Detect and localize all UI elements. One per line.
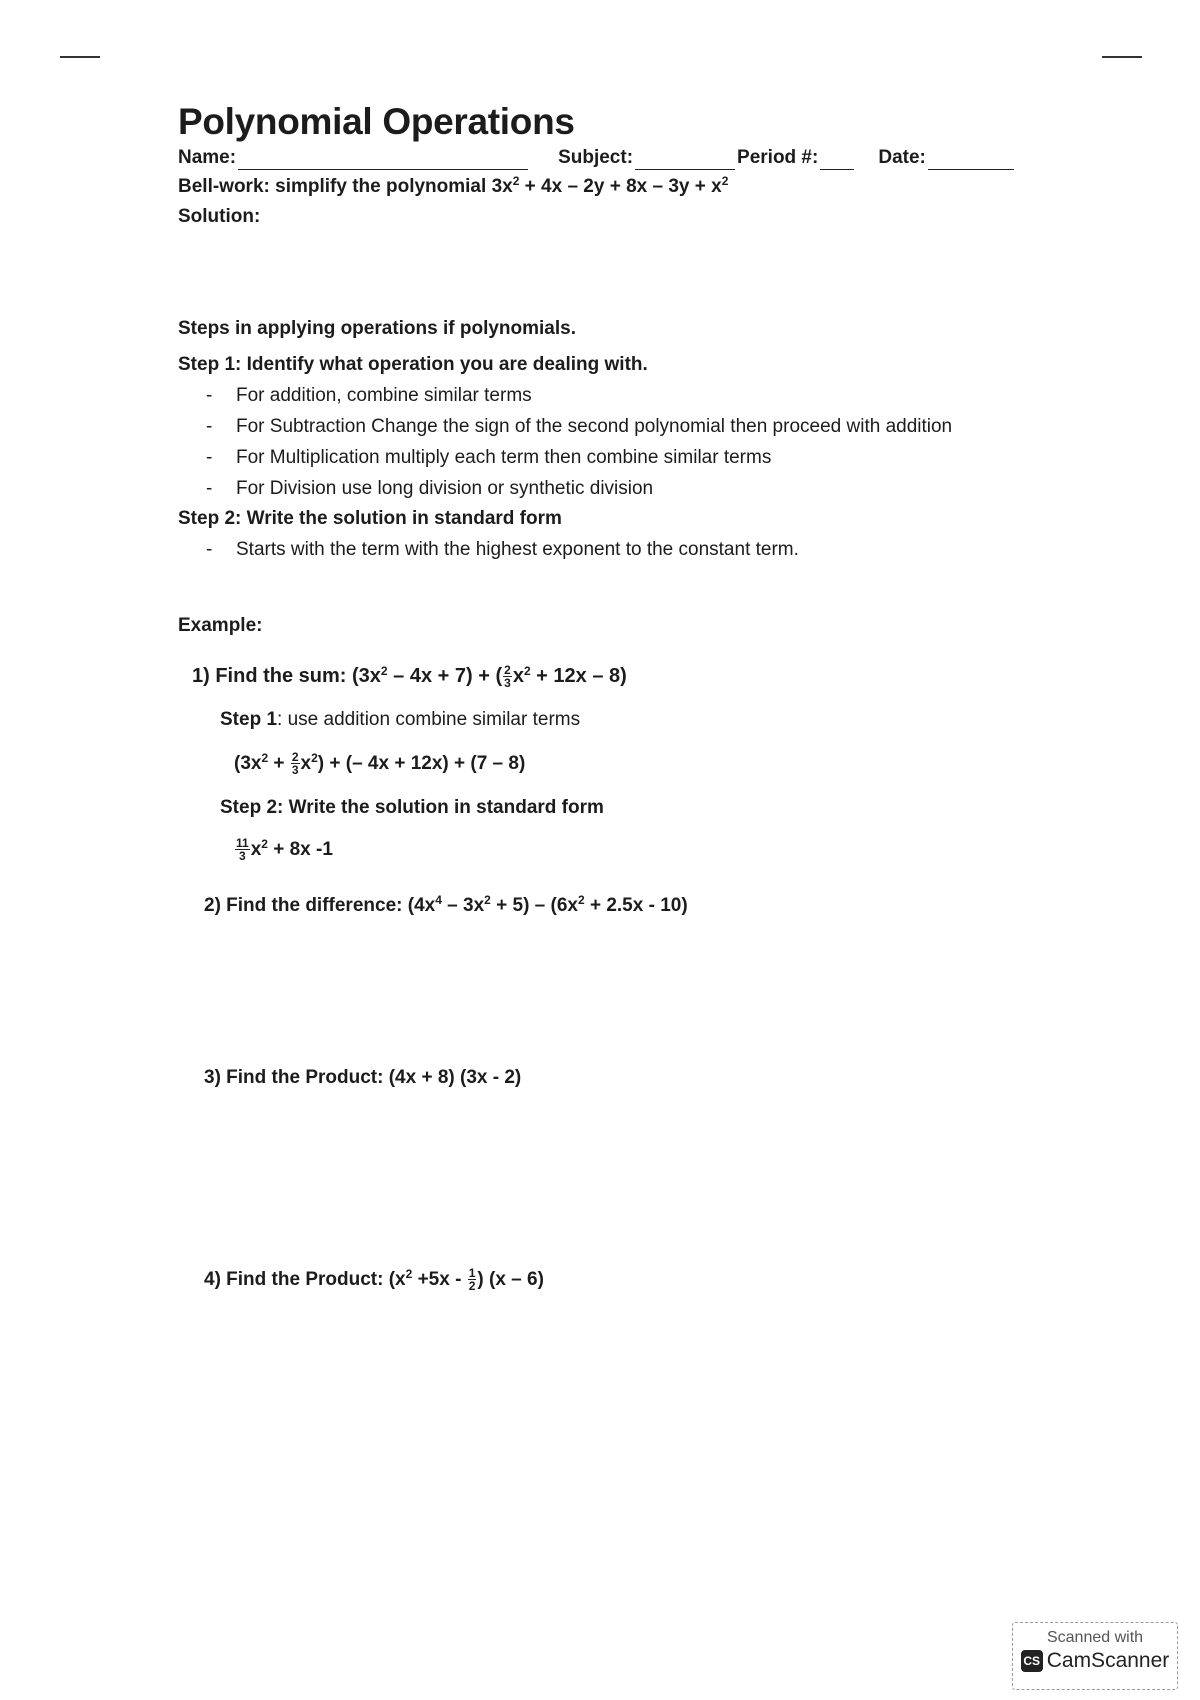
camscanner-logo-icon: CS [1021,1650,1043,1672]
step-1-list [178,380,1038,504]
q1-step-1: Step 1: use addition combine similar terms [220,709,581,730]
corner-mark-left [60,56,100,58]
page-title: Polynomial Operations [178,101,575,142]
question-4: 4) Find the Product: ($x^2 +5x$ - $\frac{1}{2}$ ) (x – 6) [204,1266,544,1294]
date-label: Date: [878,147,926,168]
list-item: - For addition, combine similar terms [206,385,532,406]
bellwork-answer-space[interactable] [178,232,1038,314]
date-blank[interactable] [928,153,1014,170]
name-field[interactable] [178,146,528,170]
subject-label: Subject: [558,147,634,168]
watermark-brand-name: CamScanner [1046,1649,1170,1672]
period-blank[interactable] [820,153,854,170]
worksheet [178,100,1038,1595]
q1-step-2: Step 2: Write the solution in standard form [220,797,604,818]
question-1: 1) Find the sum: $(3x^2 - 4x + 7)$ + ( $\frac{2}{3}$ $x^2 + 12x - 8$) [192,663,627,691]
step-2-list [178,534,1038,565]
example-label: Example: [178,615,263,636]
subject-blank[interactable] [635,153,735,170]
bellwork-expression: $3x^2 + 4x - 2y + 8x - 3y + x^2$ [491,174,729,197]
period-label: Period #: [737,147,819,168]
corner-mark-right [1102,56,1142,58]
fraction: $\frac{2}{3}$ [504,663,511,691]
question-3: 3) Find the Product: (4x + 8) (3x - 2) [204,1067,522,1088]
period-field[interactable] [737,146,854,170]
list-item: - Starts with the term with the highest exponent to the constant term. [206,539,799,560]
question-2: 2) Find the difference: $(4x^4 - 3x^2 + 5) - (6x^2 + 2.5x - 10)$ [204,893,688,916]
step-1-heading: Step 1: Identify what operation you are dealing with. [178,354,648,375]
name-label: Name: [178,147,237,168]
header-fields [178,146,1038,170]
steps-heading: Steps in applying operations if polynomials. [178,318,576,339]
camscanner-watermark [1012,1622,1178,1690]
bellwork-line [178,172,1038,202]
date-field[interactable] [878,146,1014,170]
q2-answer-space[interactable] [178,921,1038,1063]
watermark-brand [1013,1649,1177,1673]
name-blank[interactable] [238,153,528,170]
q3-answer-space[interactable] [178,1093,1038,1265]
list-item: - For Multiplication multiply each term then combine similar terms [206,447,772,468]
fraction: $\frac{11}{3}$ [236,836,249,864]
list-item: - For Subtraction Change the sign of the second polynomial then proceed with addition [206,416,953,437]
list-item: - For Division use long division or synthetic division [206,478,654,499]
fraction: $\frac{1}{2}$ [468,1266,476,1294]
fraction: $\frac{2}{3}$ [291,750,299,778]
watermark-caption: Scanned with [1046,1629,1144,1646]
q4-answer-space[interactable] [178,1295,1038,1595]
q1-answer: $\frac{11}{3}$ $x^2 + 8x$ -1 [236,836,333,864]
subject-field[interactable] [558,146,735,170]
bellwork-label: Bell-work: simplify the polynomial [178,176,487,197]
step-2-heading: Step 2: Write the solution in standard form [178,508,562,529]
solution-label: Solution: [178,206,261,227]
q1-work: ($3x^2$ + $\frac{2}{3}$ $x^2$) + (– 4x + 12x) + (7 – 8) [234,750,526,778]
